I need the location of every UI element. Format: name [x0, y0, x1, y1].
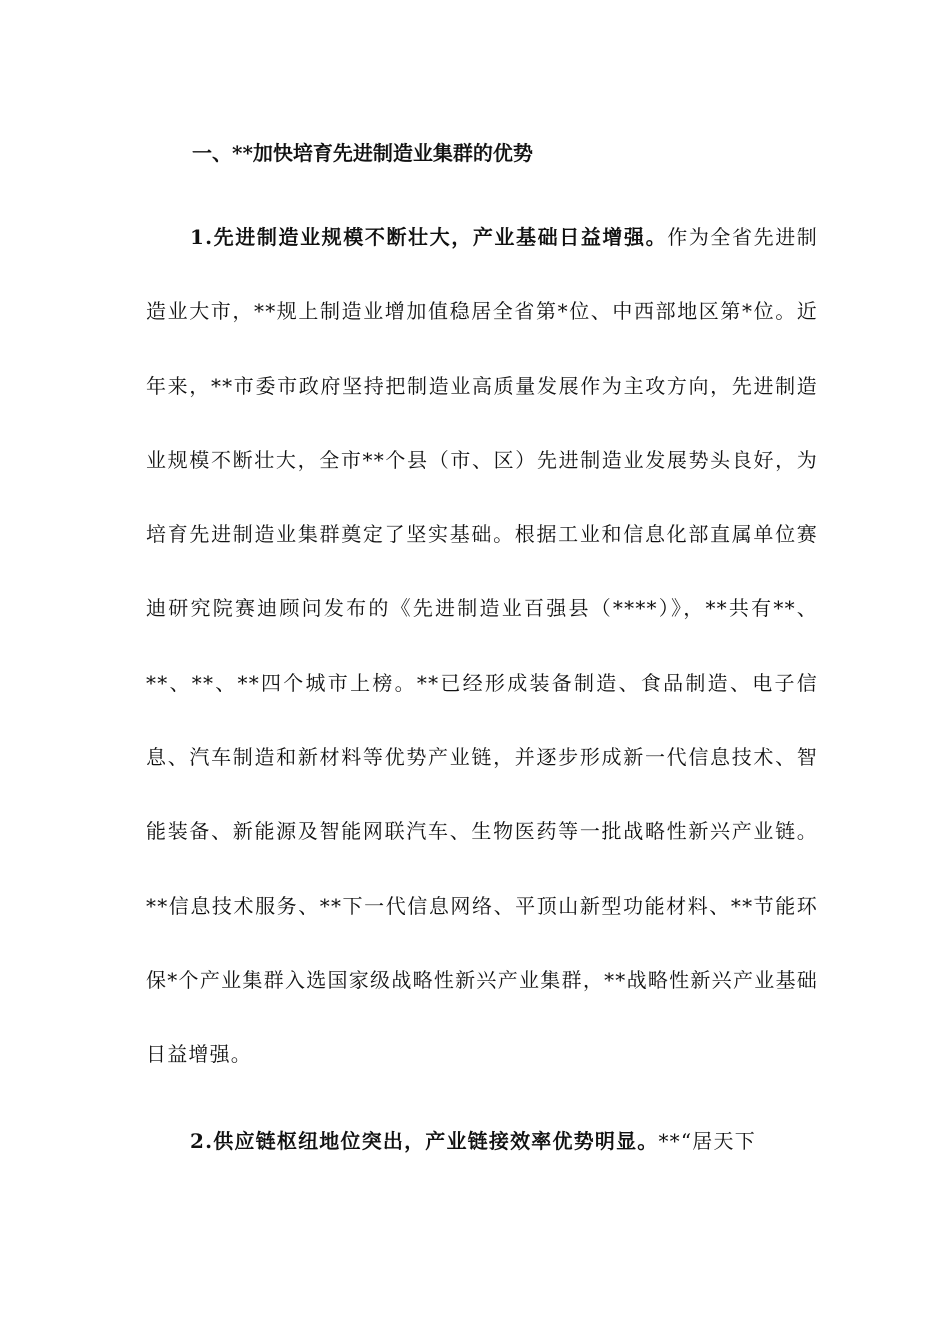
- paragraph-2: [146, 1104, 818, 1178]
- paragraph-1-body: 作为全省先进制造业大市，**规上制造业增加值稳居全省第*位、中西部地区第*位。近年来，**市委市政府坚持把制造业高质量发展作为主攻方向，先进制造业规模不断壮大，全市**个县（市、区）先进制造业发展势头良好，为培育先进制造业集群奠定了坚实基础。根据工业和信息化部直属单位赛迪研究院赛迪顾问发布的《先进制造业百强县（****）》，**共有**、**、**、**四个城市上榜。**已经形成装备制造、食品制造、电子信息、汽车制造和新材料等优势产业链，并逐步形成新一代信息技术、智能装备、新能源及智能网联汽车、生物医药等一批战略性新兴产业链。**信息技术服务、**下一代信息网络、平顶山新型功能材料、**节能环保*个产业集群入选国家级战略性新兴产业集群，**战略性新兴产业基础日益增强。: [146, 225, 818, 1067]
- section-heading: 一、**加快培育先进制造业集群的优势: [192, 141, 533, 165]
- paragraph-2-lead: 2.供应链枢纽地位突出，产业链接效率优势明显。: [190, 1129, 659, 1153]
- paragraph-2-body: **“居天下: [658, 1129, 756, 1153]
- paragraph-1-lead: 1.先进制造业规模不断壮大，产业基础日益增强。: [190, 225, 668, 249]
- paragraph-1: [146, 200, 818, 1092]
